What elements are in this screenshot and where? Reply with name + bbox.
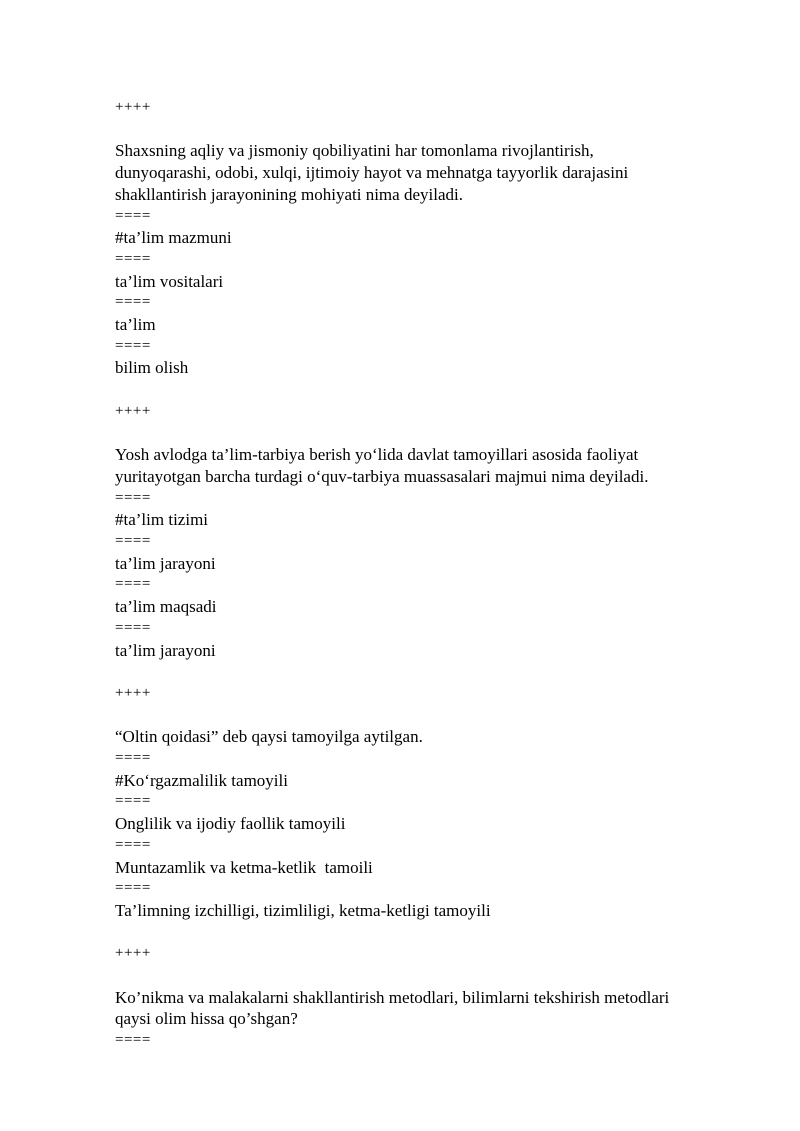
answer-option: ta’lim bbox=[115, 315, 156, 335]
answer-option: ta’lim vositalari bbox=[115, 271, 224, 291]
answer-option: ta’lim jarayoni bbox=[115, 640, 216, 660]
option-separator: ==== bbox=[115, 1032, 151, 1049]
option-separator: ==== bbox=[115, 489, 151, 506]
answer-option: ta’lim maqsadi bbox=[115, 597, 217, 617]
question-block bbox=[115, 401, 755, 661]
option-separator: ==== bbox=[115, 337, 151, 354]
option-separator: ==== bbox=[115, 619, 151, 636]
option-separator: ==== bbox=[115, 793, 151, 810]
answer-option: Onglilik va ijodiy faollik tamoyili bbox=[115, 814, 346, 834]
document-content bbox=[115, 97, 755, 1052]
answer-option: Muntazamlik va ketma-ketlik tamoili bbox=[115, 857, 373, 877]
question-text: Ko’nikma va malakalarni shakllantirish metodlari, bilimlarni tekshirish metodlari qaysi olim hissa qo’shgan? bbox=[115, 987, 670, 1029]
question-block bbox=[115, 97, 755, 379]
option-separator: ==== bbox=[115, 750, 151, 767]
option-separator: ==== bbox=[115, 207, 151, 224]
question-text: Shaxsning aqliy va jismoniy qobiliyatini har tomonlama rivojlantirish, dunyoqarashi, odobi, xulqi, ijtimoiy hayot va mehnatga tayyorlik darajasini shakllantirish jarayonining mohiyati nima deyiladi. bbox=[115, 141, 629, 204]
answer-option: #ta’lim mazmuni bbox=[115, 228, 232, 248]
block-marker: ++++ bbox=[115, 99, 151, 115]
option-separator: ==== bbox=[115, 836, 151, 853]
option-separator: ==== bbox=[115, 294, 151, 311]
answer-option: #ta’lim tizimi bbox=[115, 510, 209, 530]
answer-option: bilim olish bbox=[115, 358, 189, 378]
answer-option: Ta’limning izchilligi, tizimliligi, ketma-ketligi tamoyili bbox=[115, 900, 491, 920]
block-marker: ++++ bbox=[115, 402, 151, 419]
answer-option: #Ko‘rgazmalilik tamoyili bbox=[115, 770, 288, 790]
question-text: Yosh avlodga ta’lim-tarbiya berish yo‘lida davlat tamoyillari asosida faoliyat yuritayotgan barcha turdagi o‘quv-tarbiya muassasalari majmui nima deyiladi. bbox=[115, 445, 649, 486]
option-separator: ==== bbox=[115, 880, 151, 897]
question-text: “Oltin qoidasi” deb qaysi tamoyilga aytilgan. bbox=[115, 727, 423, 747]
question-block bbox=[115, 943, 755, 1052]
answer-option: ta’lim jarayoni bbox=[115, 553, 216, 573]
block-marker: ++++ bbox=[115, 945, 151, 962]
option-separator: ==== bbox=[115, 533, 151, 550]
question-block bbox=[115, 683, 755, 922]
option-separator: ==== bbox=[115, 250, 151, 267]
block-marker: ++++ bbox=[115, 684, 151, 701]
option-separator: ==== bbox=[115, 576, 151, 593]
